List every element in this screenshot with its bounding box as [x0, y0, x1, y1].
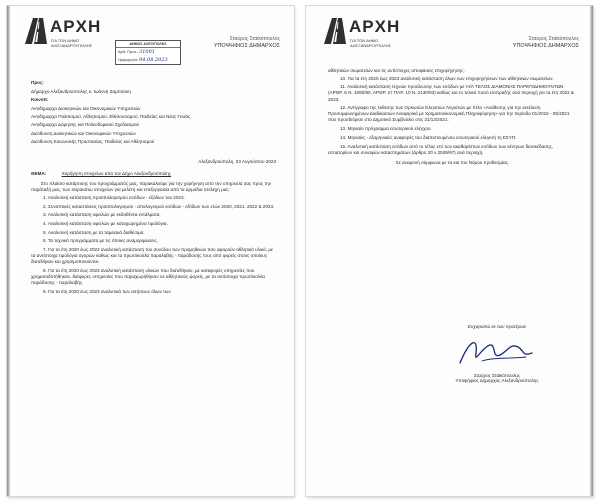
signature-block: [422, 324, 572, 383]
sender-name: Σταύρος Σταϊκόπουλος: [528, 36, 579, 42]
sender-role: ΥΠΟΨΗΦΙΟΣ ΔΗΜΑΡΧΟΣ: [512, 43, 579, 49]
organization-logo: [23, 16, 113, 56]
sender-role: ΥΠΟΨΗΦΙΟΣ ΔΗΜΑΡΧΟΣ: [213, 43, 280, 49]
request-item: 10. Για τα έτη 2020 έως 2023 αναλυτική κατάσταση όλων των επιχορηγήσεων των αθλητικών σωματείων.: [340, 75, 554, 81]
request-item: 13. Μηνιαίο πρόγραμμα εσωτερικού ελέγχου.: [340, 126, 432, 132]
sender-header: [513, 36, 579, 49]
request-item: 4. Αναλυτική κατάσταση οφειλών με καταχωρημένα τιμολόγια.: [43, 221, 168, 227]
logo-tagline-2: ΑΛΕΞΑΝΔΡΟΥΠΟΛΗΣ: [51, 43, 93, 48]
stamp-protocol-label: Αριθ. Πρωτ.:: [118, 50, 139, 54]
subject-line: [31, 171, 276, 177]
request-item: 14. Μηνιαίες - εξαμηνιαίες αναφορές του διαπιστευμένου εσωτερικού ελεγκτή τη ΕΣΥΠ.: [340, 134, 517, 140]
stamp-date-row: [116, 56, 180, 64]
intro-paragraph: Στο πλαίσιο κατάρτισης του προγράμματός μας, παρακαλούμε για την χορήγηση από την υπηρεσία σας προς την παράταξή μας, των παρακάτω στοιχείων για μελέτη και επεξεργασία από τα αρμόδια στελέχη μας:: [31, 181, 272, 193]
cc-item: Διεύθυνση Κοινωνικής Προστασίας, Παιδείας και Αθλητισμού: [31, 138, 155, 144]
request-item: 12. Αντίγραφο της έκθεσης των Ορκωτών Ελεγκτών Λογιστών με τίτλο «Ανάθεσης για την εκτέλεση Προσυμφωνημένων Διαδικασιών Αναφορικά με Χρηματοοικονομική Πληροφόρηση» για την περίοδο 01/2016 - 05/2021 που προσδιόρισε στο Δημοτικό Συμβούλιο στις 31/12/2021.: [328, 105, 570, 123]
cc-item: Αντιδήμαρχο Διοικητικών και Οικονομικών Υπηρεσιών: [31, 105, 141, 111]
continuation-text: αθλητικών σωματείων και τις αντίστοιχες αποφάσεις επιχορήγησης.: [328, 68, 465, 73]
logo-brand-text: ΑΡΧΗ: [349, 17, 401, 36]
subject-value: Χορήγηση στοιχείων από τον Δήμο Αλεξανδρούπολης: [61, 171, 171, 177]
handwritten-signature: [452, 333, 542, 373]
request-item: 9. Για τα έτη 2020 έως 2023 αναλυτικά των αιτήσεων όλων των: [43, 288, 171, 294]
recipients-block: [31, 80, 276, 147]
cc-item: Διεύθυνση Διοικητικών και Οικονομικών Υπηρεσιών: [31, 130, 136, 136]
request-item: 1. Αναλυτική κατάσταση προϋπολογισμού εσόδων - εξόδων του 2023.: [43, 194, 185, 200]
stamp-protocol-value: 31001: [139, 49, 155, 55]
sender-header: [214, 36, 280, 49]
to-label: Προς:: [31, 80, 44, 85]
logo-tagline-2: ΑΛΕΞΑΝΔΡΟΥΠΟΛΗΣ: [350, 43, 392, 48]
signatory-role: Υποψήφιος Δήμαρχος Αλεξανδρούπολης: [455, 378, 539, 383]
stamp-date-value: 04.08.2023: [139, 57, 168, 63]
closing-line: Σε αναμονή σύμφωνα με τα και του Νόμου προθεσμίας.: [395, 159, 510, 165]
road-logo-icon: [23, 16, 49, 46]
logo-tagline-1: ΓΙΑ ΤΟΝ ΔΗΜΟ: [350, 38, 379, 43]
stamp-protocol-row: [116, 48, 180, 56]
to-value: Δήμαρχο Αλεξανδρούπολης κ. Ιωάννη Ζαμπούκη: [31, 89, 131, 95]
letter-date: Αλεξανδρούπολη, 03 Αυγούστου 2023: [198, 159, 276, 164]
with-respect-text: Ευχαριστώ εκ των προτέρων: [467, 324, 527, 329]
document-page-2: [306, 6, 593, 496]
scan-edge-left: [7, 6, 10, 496]
subject-label: ΘΕΜΑ:: [31, 171, 47, 177]
letter-body-page-2: [328, 68, 577, 167]
scan-edge-right: [590, 6, 593, 496]
request-item: 2. Συνοπτικές καταστάσεις προϋπολογισμού - απολογισμού εσόδων - εξόδων των ετών 2020, 2021, 2022 & 2023.: [43, 203, 275, 209]
cc-item: Αντιδήμαρχο Δόμησης και Πολεοδομικού Σχεδιασμού: [31, 122, 140, 128]
request-item: 6. Τα τεχνικά προγράμματα με τις όποιες αναμορφώσεις.: [43, 238, 158, 244]
organization-logo: [322, 16, 412, 56]
signatory-name: Σταύρος Σταϊκόπουλος: [473, 373, 521, 378]
request-item: 11. Αναλυτική κατάσταση τεχνών προέλευσης των εσόδων με Ή/Α ΤΕΛΟΣ ΔΙΑΜΟΝΗΣ ΠΑΡΕΠΙΔΗΜΟΥΝΤΩΝ (ΑΡΘΡ. 6 Ν. 1080/80, ΑΡΘΡ. 27 ΠΑΡ. 10 Ν. 2130/93) καθώς και το τελικό ποσό είσπραξής ανά περιοχή για τα έτη 2022 & 2023.: [328, 84, 574, 102]
request-item: 5. Αναλυτική κατάσταση με τα ταμειακά διαθέσιμα.: [43, 229, 145, 235]
letter-body-page-1: [31, 152, 276, 298]
stamp-title: ΔΗΜΟΣ ΑΛΕΞ/ΠΟΛΗΣ: [116, 41, 180, 48]
logo-brand-text: ΑΡΧΗ: [50, 17, 102, 36]
request-item: 8. Για τα έτη 2020 έως 2023 αναλυτική κατάσταση υλικών που διατέθηκαν, με καταφορές υπηρεσίες που χρηματοδοτήθηκαν, διάφορες υπηρεσίες που παραχωρήθηκαν σε αθλητικούς φορείς, με τα αντίστοιχα πρωτόκολλα παράδοσης - παραλαβής.: [31, 267, 265, 286]
stamp-date-label: Ημερομηνία:: [118, 58, 139, 62]
request-item: 3. Αναλυτική κατάσταση οφειλών με εκδοθέντα εντάλματα.: [43, 212, 161, 218]
document-page-1: [7, 6, 294, 496]
protocol-stamp: [115, 40, 181, 65]
logo-tagline-1: ΓΙΑ ΤΟΝ ΔΗΜΟ: [51, 38, 80, 43]
road-logo-icon: [322, 16, 348, 46]
sender-name: Σταύρος Σταϊκόπουλος: [229, 36, 280, 42]
request-item: 7. Για τα έτη 2020 έως 2023 αναλυτική κατάσταση του συνόλου των προμηθειών που αφορούν αθλητικό υλικό, με τα αντίστοιχα τιμολόγια αγορών καθώς και τα πρωτόκολλα παραλαβής - παράδοσής τους από φορείς στους οποίους διατέθηκαν και χρησιμοποιούνται.: [31, 247, 274, 265]
cc-label: Κοινοπ:: [31, 97, 49, 103]
cc-item: Αντιδήμαρχο Πολιτισμού, Αθλητισμού, Εθελοντισμού, Παιδείας και Νέας Γενιάς: [31, 113, 191, 119]
request-item: 15. Αναλυτική κατάσταση εσόδων από το τέλος επί των ακαθαρίστων εσόδων των κέντρων διασκέδασης, εστιατορίων και συναφών καταστημάτων (άρθρο 20 ν.2539/97) ανά περιοχή.: [328, 143, 554, 155]
